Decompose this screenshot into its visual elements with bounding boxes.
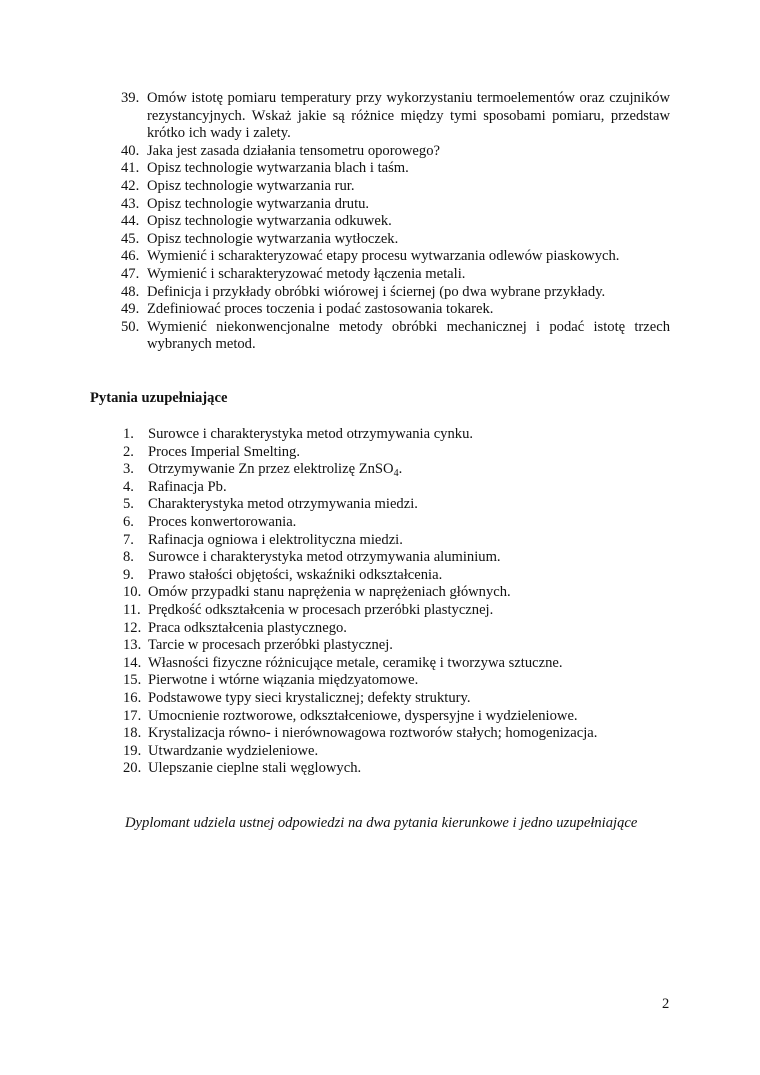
- item-number: 5.: [123, 496, 134, 513]
- list-item: [121, 265, 670, 284]
- item-number: 7.: [123, 531, 134, 548]
- item-number: 6.: [123, 513, 134, 530]
- item-text: Utwardzanie wydzieleniowe.: [148, 742, 319, 759]
- item-number: 9.: [123, 566, 134, 583]
- item-number: 40.: [121, 142, 140, 159]
- item-text: Rafinacja Pb.: [148, 478, 227, 495]
- item-text: Surowce i charakterystyka metod otrzymywania aluminium.: [148, 549, 501, 566]
- list-item: [121, 195, 670, 214]
- item-text-suffix: .: [398, 461, 403, 478]
- item-number: 12.: [123, 619, 142, 636]
- item-text: Zdefiniować proces toczenia i podać zastosowania tokarek.: [147, 301, 494, 318]
- item-text: Wymienić i scharakteryzować etapy procesu wytwarzania odlewów piaskowych.: [147, 248, 620, 265]
- list-item: [123, 478, 668, 497]
- list-item: [123, 689, 668, 708]
- item-text: Umocnienie roztworowe, odkształceniowe, dyspersyjne i wydzieleniowe.: [148, 707, 578, 724]
- item-number: 46.: [121, 248, 140, 265]
- list-item: [123, 426, 668, 444]
- item-number: 49.: [121, 301, 140, 318]
- item-text: Ulepszanie cieplne stali węglowych.: [148, 760, 362, 777]
- item-number: 2.: [123, 443, 134, 460]
- list-item: [123, 707, 668, 726]
- item-text: Opisz technologie wytwarzania rur.: [147, 177, 355, 194]
- item-number: 41.: [121, 160, 140, 177]
- item-number: 47.: [121, 265, 140, 282]
- list-item: [121, 213, 670, 231]
- item-number: 19.: [123, 742, 142, 759]
- item-text: Krystalizacja równo- i nierównowagowa roztworów stałych; homogenizacja.: [148, 725, 598, 742]
- item-number: 43.: [121, 195, 140, 212]
- item-text: Opisz technologie wytwarzania blach i taśm.: [147, 160, 409, 177]
- item-text: Opisz technologie wytwarzania odkuwek.: [147, 213, 392, 230]
- item-text: Opisz technologie wytwarzania drutu.: [147, 195, 370, 212]
- list-item: [121, 160, 670, 178]
- item-text: Podstawowe typy sieci krystalicznej; defekty struktury.: [148, 689, 471, 706]
- list-item: [123, 637, 668, 655]
- item-text: Jaka jest zasada działania tensometru oporowego?: [147, 142, 440, 159]
- item-text: Charakterystyka metod otrzymywania miedzi.: [148, 496, 418, 513]
- list-item: [123, 531, 668, 550]
- item-number: 10.: [123, 584, 142, 601]
- item-text: Tarcie w procesach przeróbki plastycznej.: [148, 637, 393, 654]
- item-number: 16.: [123, 689, 142, 706]
- list-item: [121, 248, 670, 266]
- item-number: 14.: [123, 654, 142, 671]
- list-item: [123, 513, 668, 532]
- item-text: Omów przypadki stanu naprężenia w naprężeniach głównych.: [148, 584, 511, 601]
- item-text: Otrzymywanie Zn przez elektrolizę ZnSO: [148, 461, 394, 478]
- item-text: Rafinacja ogniowa i elektrolityczna miedzi.: [148, 531, 403, 548]
- page-number: 2: [662, 996, 670, 1012]
- main-question-list: [121, 90, 670, 354]
- list-item: [123, 496, 668, 514]
- item-number: 13.: [123, 637, 142, 654]
- item-number: 15.: [123, 672, 142, 689]
- list-item: [123, 584, 668, 602]
- supplementary-question-list: [123, 426, 668, 778]
- exam-note: Dyplomant udziela ustnej odpowiedzi na dwa pytania kierunkowe i jedno uzupełniające: [125, 815, 638, 831]
- item-text: Prawo stałości objętości, wskaźniki odkształcenia.: [148, 566, 443, 583]
- list-item: [123, 725, 668, 743]
- list-item: [121, 177, 670, 196]
- subscript: 4: [393, 468, 399, 480]
- item-number: 48.: [121, 283, 140, 300]
- item-text: Surowce i charakterystyka metod otrzymywania cynku.: [148, 426, 474, 442]
- list-item: [121, 230, 670, 249]
- item-number: 8.: [123, 549, 134, 566]
- item-number: 20.: [123, 760, 142, 777]
- item-number: 1.: [123, 426, 134, 442]
- section-heading: Pytania uzupełniające: [90, 390, 228, 406]
- list-item: [121, 301, 670, 319]
- item-number: 17.: [123, 707, 142, 724]
- list-item: [123, 672, 668, 690]
- item-text: Wymienić i scharakteryzować metody łączenia metali.: [147, 265, 466, 282]
- list-item: [123, 760, 668, 778]
- list-item: [121, 142, 670, 161]
- item-number: 11.: [123, 601, 141, 618]
- item-number: 39.: [121, 90, 140, 106]
- item-number: 50.: [121, 318, 140, 335]
- list-item: [123, 549, 668, 567]
- list-item: [123, 601, 668, 620]
- list-item: [123, 742, 668, 761]
- item-number: 18.: [123, 725, 142, 742]
- item-text: Proces konwertorowania.: [148, 513, 297, 530]
- item-number: 42.: [121, 177, 140, 194]
- list-item: [123, 654, 668, 673]
- list-item: [123, 566, 668, 585]
- item-number: 3.: [123, 461, 134, 478]
- item-number: 44.: [121, 213, 140, 230]
- item-number: 45.: [121, 230, 140, 247]
- item-text: Wymienić niekonwencjonalne metody obróbki mechanicznej i podać istotę trzech wybranych metod.: [147, 318, 670, 353]
- item-text: Praca odkształcenia plastycznego.: [148, 619, 347, 636]
- list-item: [121, 90, 670, 143]
- item-text: Prędkość odkształcenia w procesach przeróbki plastycznej.: [148, 601, 494, 618]
- item-text: Własności fizyczne różnicujące metale, ceramikę i tworzywa sztuczne.: [148, 654, 563, 671]
- list-item: [121, 318, 670, 354]
- item-number: 4.: [123, 478, 134, 495]
- item-text: Proces Imperial Smelting.: [148, 443, 300, 460]
- list-item: [121, 283, 670, 302]
- item-text: Omów istotę pomiaru temperatury przy wykorzystaniu termoelementów oraz czujników rezystancyjnych. Wskaż jakie są różnice między tymi sposobami pomiaru, przedstaw krótko ich wady i zalety.: [147, 90, 670, 142]
- item-text: Pierwotne i wtórne wiązania międzyatomowe.: [148, 672, 419, 689]
- list-item: [123, 461, 668, 480]
- list-item: [123, 619, 668, 638]
- list-item: [123, 443, 668, 462]
- item-text: Opisz technologie wytwarzania wytłoczek.: [147, 230, 399, 247]
- item-text: Definicja i przykłady obróbki wiórowej i ściernej (po dwa wybrane przykłady.: [147, 283, 606, 300]
